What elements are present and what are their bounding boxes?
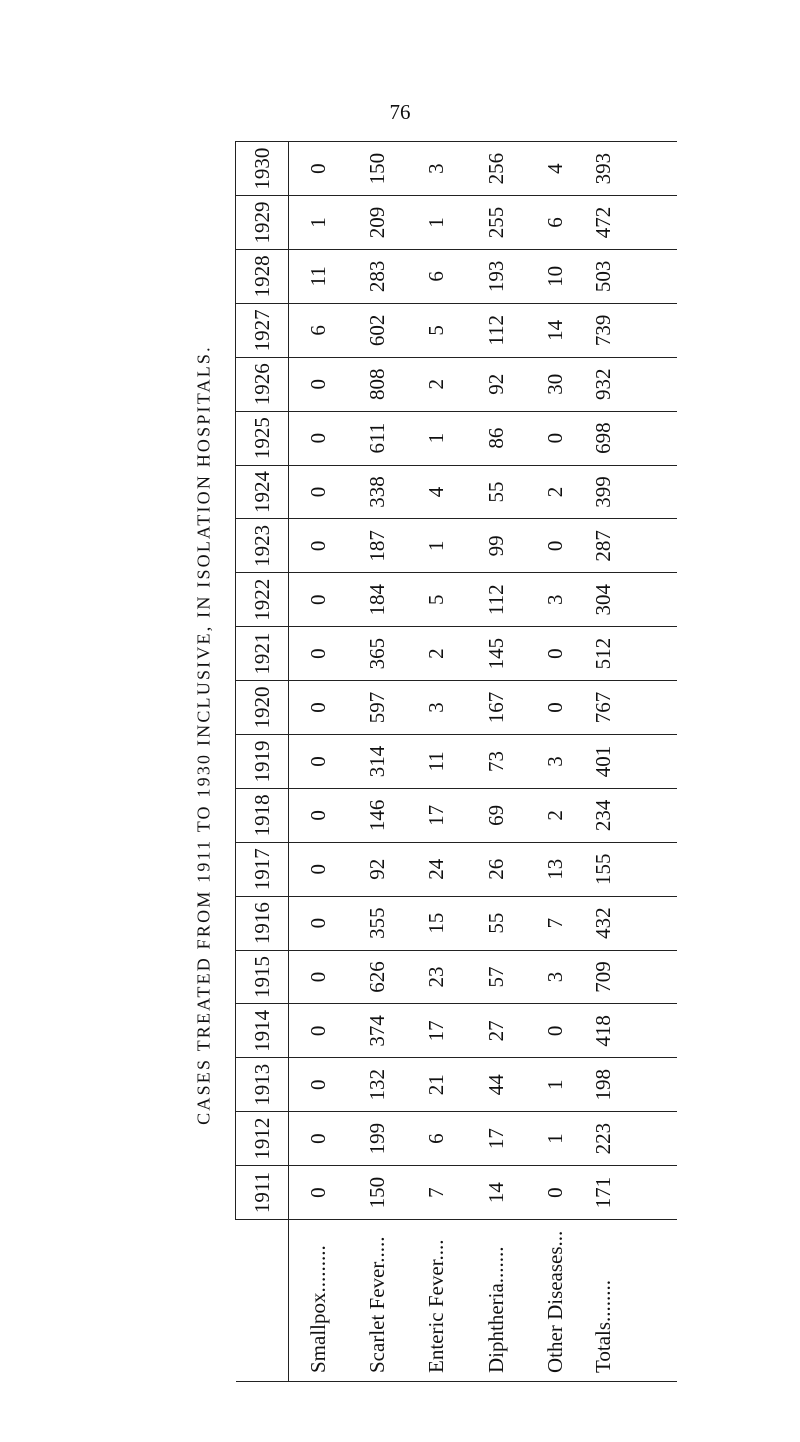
table-cell: 0 [289, 465, 349, 519]
table-cell: 0 [289, 1166, 349, 1220]
table-cell: 10 [526, 249, 585, 303]
table-cell: 6 [407, 1112, 466, 1166]
table-row [467, 142, 526, 1382]
table-cell: 1 [526, 1058, 585, 1112]
caption-text: CASES TREATED FROM 1911 TO 1930 INCLUSIVE, IN ISOLATION HOSPITALS. [193, 345, 214, 1125]
table-cell: 0 [526, 681, 585, 735]
table-cell: 198 [585, 1058, 677, 1112]
table-cell: 808 [348, 357, 407, 411]
table-cell: 27 [467, 1004, 526, 1058]
table-cell: 739 [585, 303, 677, 357]
table-cell: 150 [348, 1166, 407, 1220]
table-cell: 0 [289, 896, 349, 950]
table-cell: 86 [467, 411, 526, 465]
year-header: 1918 [236, 788, 289, 842]
table-cell: 13 [526, 842, 585, 896]
table-cell: 193 [467, 249, 526, 303]
year-header: 1915 [236, 950, 289, 1004]
table-cell: 503 [585, 249, 677, 303]
table-cell: 355 [348, 896, 407, 950]
table-cell: 0 [289, 842, 349, 896]
table-cell: 698 [585, 411, 677, 465]
table-cell: 0 [289, 627, 349, 681]
table-cell: 365 [348, 627, 407, 681]
table-cell: 1 [289, 196, 349, 250]
table-cell: 0 [289, 357, 349, 411]
year-header: 1913 [236, 1058, 289, 1112]
table-cell: 145 [467, 627, 526, 681]
table-cell: 0 [289, 681, 349, 735]
table-cell: 4 [526, 142, 585, 196]
table-cell: 304 [585, 573, 677, 627]
table-cell: 393 [585, 142, 677, 196]
table-row [407, 142, 466, 1382]
table-cell: 57 [467, 950, 526, 1004]
table-cell: 0 [289, 411, 349, 465]
row-label: Smallpox......... [289, 1220, 349, 1382]
table-cell: 17 [407, 788, 466, 842]
year-header: 1923 [236, 519, 289, 573]
year-header-row [236, 142, 289, 1382]
year-header: 1921 [236, 627, 289, 681]
table-cell: 401 [585, 734, 677, 788]
table-cell: 0 [289, 142, 349, 196]
table-cell: 26 [467, 842, 526, 896]
table-cell: 3 [407, 681, 466, 735]
table-cell: 0 [289, 519, 349, 573]
table-cell: 597 [348, 681, 407, 735]
table-cell: 1 [407, 411, 466, 465]
table-cell: 92 [467, 357, 526, 411]
table-cell: 1 [407, 519, 466, 573]
table-cell: 6 [526, 196, 585, 250]
table-cell: 0 [289, 1004, 349, 1058]
table-cell: 287 [585, 519, 677, 573]
table-cell: 44 [467, 1058, 526, 1112]
row-label: Totals........ [585, 1220, 677, 1382]
table-body [289, 142, 678, 1382]
table-cell: 11 [407, 734, 466, 788]
table-cell: 709 [585, 950, 677, 1004]
year-header: 1917 [236, 842, 289, 896]
table-cell: 17 [467, 1112, 526, 1166]
table-cell: 187 [348, 519, 407, 573]
row-label: Enteric Fever.... [407, 1220, 466, 1382]
cases-table [235, 141, 677, 1382]
year-header: 1911 [236, 1166, 289, 1220]
table-cell: 112 [467, 573, 526, 627]
table-cell: 3 [526, 573, 585, 627]
table-cell: 17 [407, 1004, 466, 1058]
table-cell: 30 [526, 357, 585, 411]
table-cell: 5 [407, 573, 466, 627]
table-row [348, 142, 407, 1382]
table-cell: 0 [289, 788, 349, 842]
table-cell: 374 [348, 1004, 407, 1058]
table-cell: 602 [348, 303, 407, 357]
table-cell: 23 [407, 950, 466, 1004]
year-header: 1920 [236, 681, 289, 735]
table-cell: 2 [407, 357, 466, 411]
table-cell: 69 [467, 788, 526, 842]
table-cell: 6 [289, 303, 349, 357]
table-cell: 0 [526, 411, 585, 465]
table-cell: 55 [467, 896, 526, 950]
table-row [526, 142, 585, 1382]
table-cell: 6 [407, 249, 466, 303]
table-cell: 199 [348, 1112, 407, 1166]
table-cell: 5 [407, 303, 466, 357]
table-cell: 3 [407, 142, 466, 196]
table-cell: 92 [348, 842, 407, 896]
table-cell: 24 [407, 842, 466, 896]
table-cell: 11 [289, 249, 349, 303]
table-cell: 512 [585, 627, 677, 681]
table-cell: 0 [526, 627, 585, 681]
table-cell: 283 [348, 249, 407, 303]
table-cell: 418 [585, 1004, 677, 1058]
table-cell: 167 [467, 681, 526, 735]
table-cell: 15 [407, 896, 466, 950]
table-cell: 132 [348, 1058, 407, 1112]
table-cell: 0 [289, 734, 349, 788]
table-cell: 3 [526, 734, 585, 788]
row-label: Other Diseases... [526, 1220, 585, 1382]
table-cell: 626 [348, 950, 407, 1004]
table-cell: 932 [585, 357, 677, 411]
table-cell: 3 [526, 950, 585, 1004]
table-cell: 146 [348, 788, 407, 842]
year-header: 1914 [236, 1004, 289, 1058]
row-label: Scarlet Fever..... [348, 1220, 407, 1382]
row-label: Diphtheria....... [467, 1220, 526, 1382]
table-cell: 256 [467, 142, 526, 196]
table-cell: 399 [585, 465, 677, 519]
table-cell: 2 [526, 465, 585, 519]
table-cell: 7 [407, 1166, 466, 1220]
table-cell: 4 [407, 465, 466, 519]
table-cell: 472 [585, 196, 677, 250]
table-cell: 14 [467, 1166, 526, 1220]
table-cell: 338 [348, 465, 407, 519]
table-row [585, 142, 677, 1382]
page-number: 76 [389, 100, 411, 124]
table-cell: 14 [526, 303, 585, 357]
table-cell: 314 [348, 734, 407, 788]
table-cell: 2 [407, 627, 466, 681]
year-header: 1926 [236, 357, 289, 411]
table-cell: 2 [526, 788, 585, 842]
table-cell: 0 [526, 1004, 585, 1058]
table-cell: 1 [407, 196, 466, 250]
year-header: 1924 [236, 465, 289, 519]
year-header: 1930 [236, 142, 289, 196]
year-header: 1927 [236, 303, 289, 357]
table-cell: 55 [467, 465, 526, 519]
table-cell: 255 [467, 196, 526, 250]
year-header: 1929 [236, 196, 289, 250]
table-cell: 0 [289, 1112, 349, 1166]
year-header: 1925 [236, 411, 289, 465]
table-cell: 611 [348, 411, 407, 465]
rotated-table [235, 142, 677, 1382]
table-cell: 223 [585, 1112, 677, 1166]
table-cell: 73 [467, 734, 526, 788]
table-cell: 7 [526, 896, 585, 950]
table-cell: 0 [289, 950, 349, 1004]
table-cell: 184 [348, 573, 407, 627]
table-cell: 432 [585, 896, 677, 950]
table-cell: 234 [585, 788, 677, 842]
year-header: 1922 [236, 573, 289, 627]
table-cell: 171 [585, 1166, 677, 1220]
table-cell: 1 [526, 1112, 585, 1166]
year-header: 1912 [236, 1112, 289, 1166]
table-cell: 0 [289, 573, 349, 627]
corner-cell [236, 1220, 289, 1382]
table-cell: 767 [585, 681, 677, 735]
table-cell: 150 [348, 142, 407, 196]
table-row [289, 142, 349, 1382]
table-cell: 155 [585, 842, 677, 896]
table-cell: 112 [467, 303, 526, 357]
year-header: 1916 [236, 896, 289, 950]
table-cell: 0 [289, 1058, 349, 1112]
year-header: 1919 [236, 734, 289, 788]
table-cell: 99 [467, 519, 526, 573]
table-cell: 21 [407, 1058, 466, 1112]
year-header: 1928 [236, 249, 289, 303]
table-cell: 0 [526, 519, 585, 573]
table-cell: 209 [348, 196, 407, 250]
table-cell: 0 [526, 1166, 585, 1220]
